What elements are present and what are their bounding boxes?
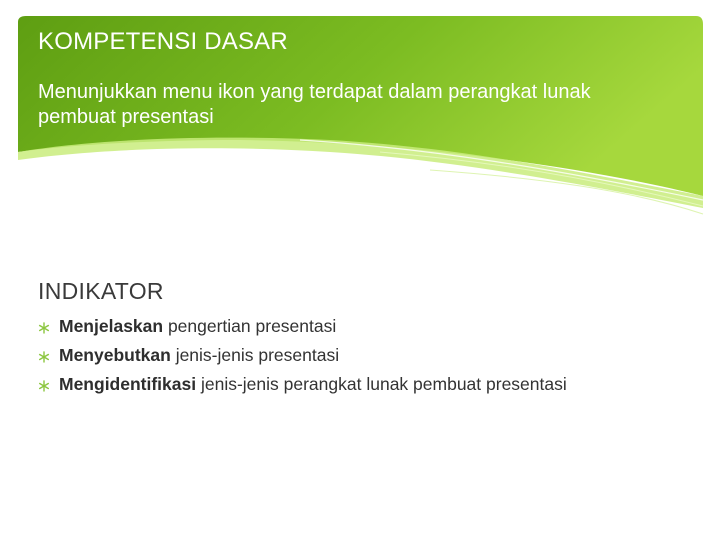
- list-item-text: jenis-jenis perangkat lunak pembuat presentasi: [196, 374, 567, 394]
- list-item: [38, 372, 567, 401]
- indicator-list: [38, 314, 567, 401]
- kompetensi-description: Menunjukkan menu ikon yang terdapat dalam perangkat lunak pembuat presentasi: [38, 81, 591, 128]
- list-item-text: jenis-jenis presentasi: [170, 345, 340, 365]
- section-title-kompetensi: KOMPETENSI DASAR: [38, 28, 288, 55]
- asterisk-icon: [38, 351, 50, 363]
- list-item-verb: Menyebutkan: [59, 345, 171, 365]
- asterisk-icon: [38, 322, 50, 334]
- section-heading-indikator: INDIKATOR: [38, 278, 164, 304]
- list-item: [38, 343, 567, 372]
- list-item-verb: Mengidentifikasi: [59, 374, 197, 394]
- list-item-text: pengertian presentasi: [163, 316, 337, 336]
- list-item-verb: Menjelaskan: [59, 316, 164, 336]
- list-item: [38, 314, 567, 343]
- asterisk-icon: [38, 380, 50, 392]
